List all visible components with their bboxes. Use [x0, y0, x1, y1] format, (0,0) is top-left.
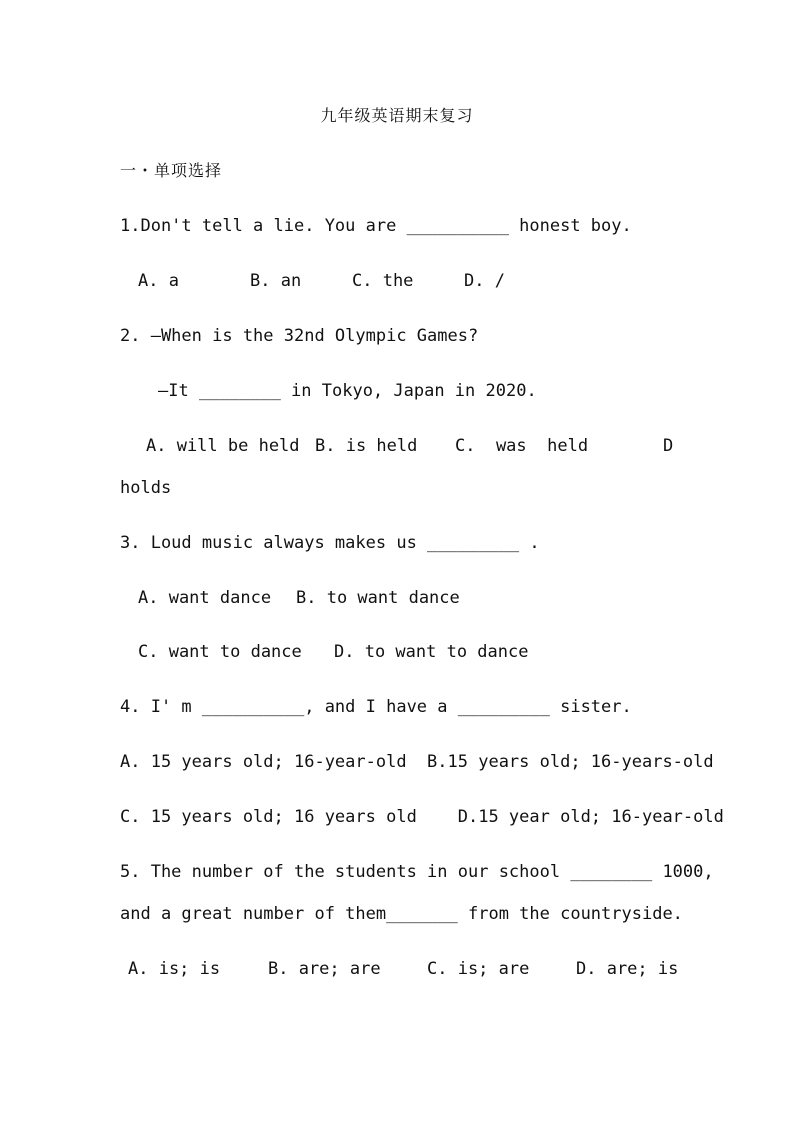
question-5-stem-cont: and a great number of them_______ from the countryside. — [120, 904, 683, 924]
q5-option-d: D. are; is — [576, 959, 679, 979]
q2-option-d: D — [663, 436, 674, 456]
q1-option-d: D. / — [464, 271, 505, 291]
question-2-stem-reply: —It ________ in Tokyo, Japan in 2020. — [158, 381, 537, 401]
question-4-stem: 4. I' m __________, and I have a _________ sister. — [120, 697, 632, 717]
section-heading: 一・单项选择 — [120, 161, 223, 180]
q2-option-c: C. was held — [455, 436, 589, 456]
q2-option-d-wrap: holds — [120, 478, 172, 498]
q5-option-a: A. is; is — [128, 959, 221, 979]
q5-option-b: B. are; are — [268, 959, 381, 979]
page-title: 九年级英语期末复习 — [320, 106, 474, 125]
q4-options-line-2: C. 15 years old; 16 years old D.15 year old; 16-year-old — [120, 807, 724, 827]
q3-option-a: A. want dance — [138, 588, 272, 608]
q2-option-a: A. will be held — [146, 436, 300, 456]
q1-option-a: A. a — [138, 271, 179, 291]
q1-option-b: B. an — [250, 271, 302, 291]
q3-option-d: D. to want to dance — [334, 642, 529, 662]
question-2-stem: 2. —When is the 32nd Olympic Games? — [120, 326, 479, 346]
q4-options-line-1: A. 15 years old; 16-year-old B.15 years old; 16-years-old — [120, 752, 714, 772]
q3-option-c: C. want to dance — [138, 642, 302, 662]
q5-option-c: C. is; are — [427, 959, 530, 979]
q1-option-c: C. the — [352, 271, 414, 291]
question-5-stem: 5. The number of the students in our school ________ 1000, — [120, 862, 714, 882]
q2-option-b: B. is held — [315, 436, 418, 456]
q3-option-b: B. to want dance — [296, 588, 460, 608]
question-3-stem: 3. Loud music always makes us _________ . — [120, 533, 540, 553]
question-1-stem: 1.Don't tell a lie. You are __________ honest boy. — [120, 216, 632, 236]
